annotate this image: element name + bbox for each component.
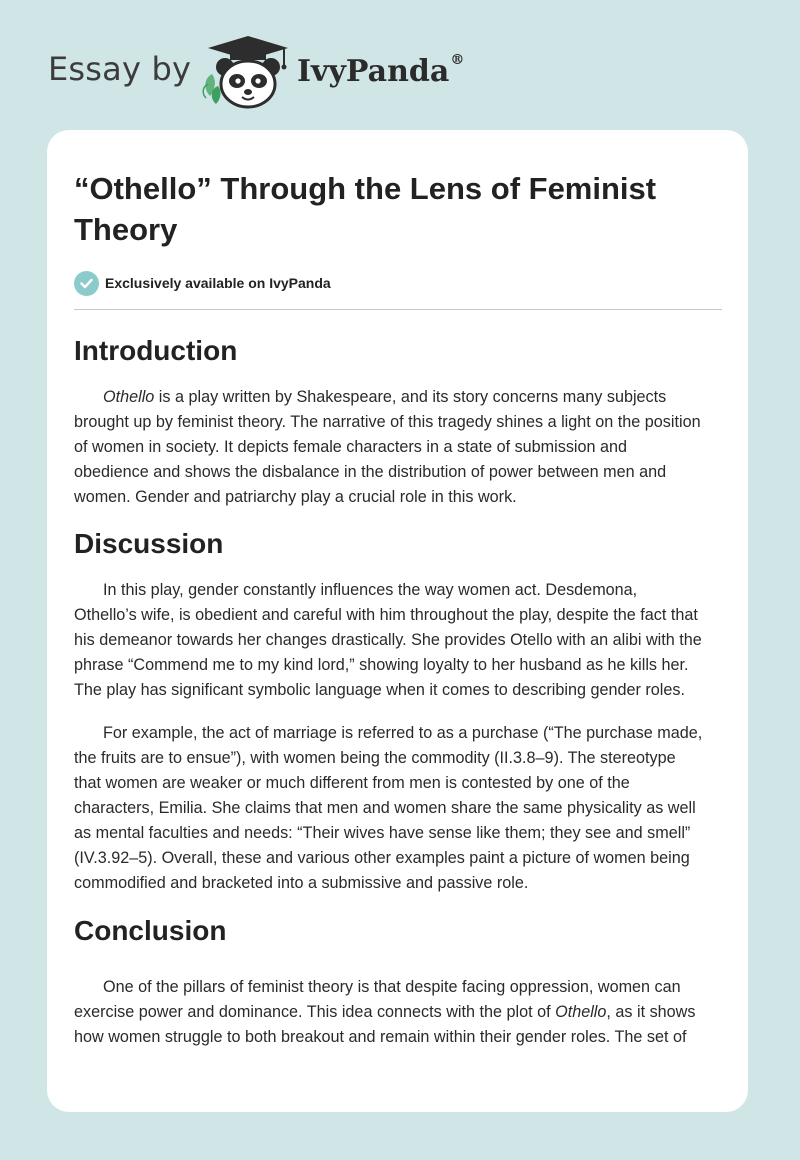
essay-title-line: Theory bbox=[74, 212, 178, 247]
discussion-heading: Discussion bbox=[74, 528, 224, 559]
paragraph-line: brought up by feminist theory. The narrative of this tragedy shines a light on the position bbox=[74, 413, 701, 431]
work-title-othello: Othello bbox=[555, 1003, 607, 1021]
panda-graduate-icon[interactable] bbox=[200, 36, 296, 110]
paragraph-line: that women are weaker or much different from men is contested by one of the bbox=[74, 774, 630, 792]
conclusion-paragraph bbox=[74, 975, 722, 1050]
paragraph-line: For example, the act of marriage is referred to as a purchase (“The purchase made, bbox=[103, 724, 703, 742]
paragraph-line: exercise power and dominance. This idea connects with the plot of Othello, as it shows bbox=[74, 1003, 696, 1021]
paragraph-line: The play has significant symbolic language when it comes to describing gender roles. bbox=[74, 681, 685, 699]
paragraph-line: (IV.3.92–5). Overall, these and various other examples paint a picture of women being bbox=[74, 849, 690, 867]
paragraph-line: characters, Emilia. She claims that men and women share the same physicality as well bbox=[74, 799, 696, 817]
paragraph-line: commodified and bracketed into a submissive and passive role. bbox=[74, 874, 529, 892]
title-divider bbox=[74, 309, 722, 310]
exclusive-badge-text: Exclusively available on IvyPanda bbox=[105, 275, 331, 291]
paragraph-line: the fruits are to ensue”), with women being the commodity (II.3.8–9). The stereotype bbox=[74, 749, 676, 767]
introduction-heading: Introduction bbox=[74, 335, 238, 366]
essay-content bbox=[74, 130, 722, 1050]
essay-card bbox=[47, 130, 748, 1112]
paragraph-line: as mental faculties and needs: “Their wives have sense like them; they see and smell” bbox=[74, 824, 691, 842]
discussion-paragraph-2 bbox=[74, 721, 722, 896]
introduction-paragraph bbox=[74, 385, 722, 510]
site-header bbox=[0, 0, 800, 130]
discussion-paragraph-1 bbox=[74, 578, 722, 703]
paragraph-line: Othello’s wife, is obedient and careful with him throughout the play, despite the fact that bbox=[74, 606, 698, 624]
paragraph-line: In this play, gender constantly influences the way women act. Desdemona, bbox=[103, 581, 638, 599]
paragraph-line: obedience and shows the disbalance in the distribution of power between men and bbox=[74, 463, 667, 481]
conclusion-heading: Conclusion bbox=[74, 915, 227, 946]
paragraph-line: his demeanor towards her changes drastically. She provides Otello with an alibi with the bbox=[74, 631, 702, 649]
paragraph-line: of women in society. It depicts female characters in a state of submission and bbox=[74, 438, 628, 456]
paragraph-line: how women struggle to both breakout and remain within their gender roles. The set of bbox=[74, 1028, 687, 1046]
paragraph-line: Othello is a play written by Shakespeare, and its story concerns many subjects bbox=[103, 388, 667, 406]
ivypanda-wordmark[interactable]: IvyPanda® bbox=[297, 52, 465, 89]
check-icon bbox=[74, 271, 99, 296]
essay-title-line: “Othello” Through the Lens of Feminist bbox=[74, 171, 657, 206]
essay-by-label: Essay by bbox=[48, 50, 192, 88]
exclusive-badge bbox=[74, 270, 722, 296]
paragraph-line: phrase “Commend me to my kind lord,” showing loyalty to her husband as he kills her. bbox=[74, 656, 689, 674]
paragraph-line: One of the pillars of feminist theory is that despite facing oppression, women can bbox=[103, 978, 681, 996]
paragraph-line: women. Gender and patriarchy play a crucial role in this work. bbox=[74, 488, 517, 506]
work-title-othello: Othello bbox=[103, 388, 155, 406]
registered-mark: ® bbox=[450, 52, 465, 68]
essay-title bbox=[74, 168, 722, 250]
